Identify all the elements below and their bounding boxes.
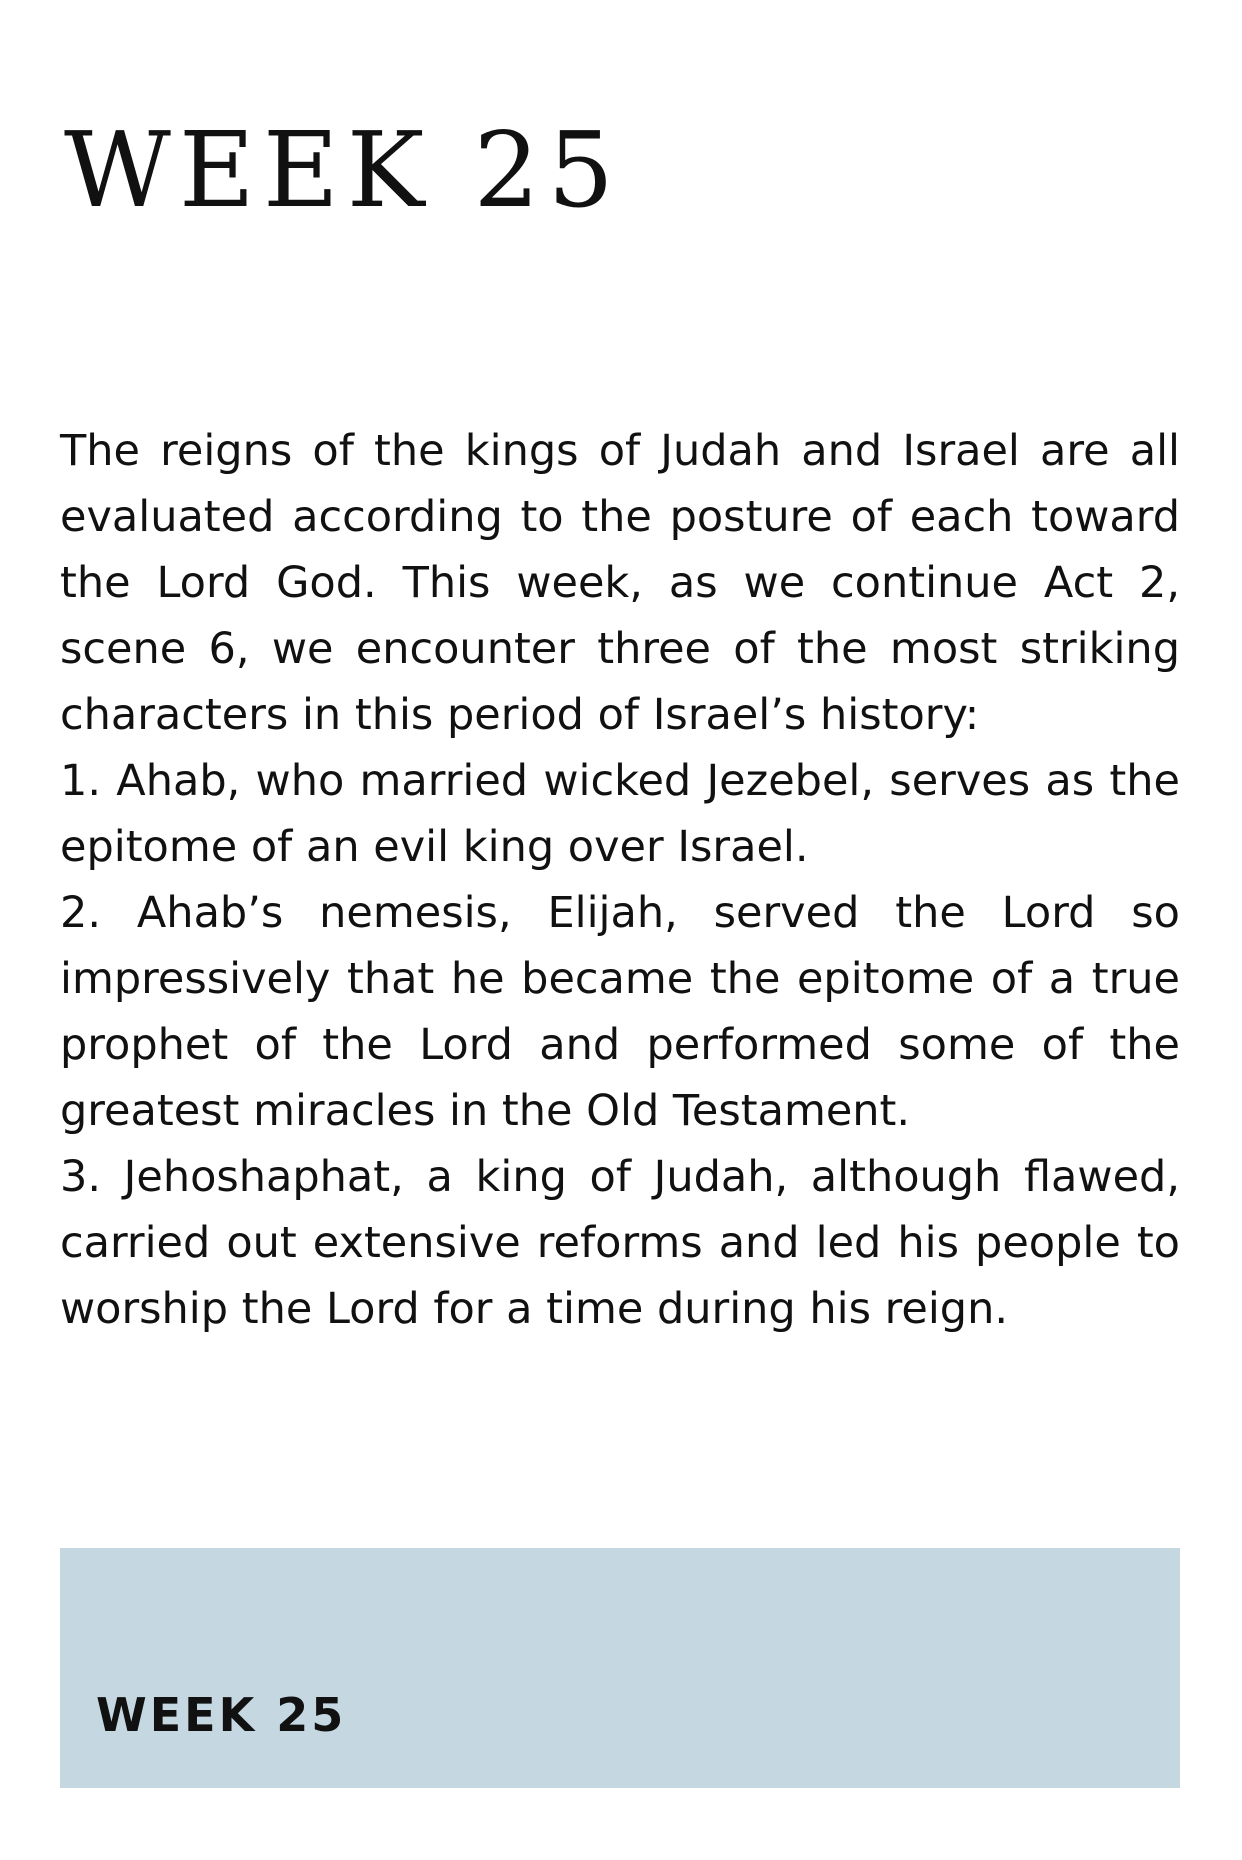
- list-item: 3. Jehoshaphat, a king of Judah, although flawed, carried out extensive reforms and led his people to worship the Lord for a time during his reign.: [60, 1152, 1180, 1334]
- page: [60, 0, 1180, 1860]
- list-item: 1. Ahab, who married wicked Jezebel, serves as the epitome of an evil king over Israel.: [60, 756, 1180, 872]
- intro-paragraph: The reigns of the kings of Judah and Israel are all evaluated according to the posture of each toward the Lord God. This week, as we continue Act 2, scene 6, we encounter three of the most striking characters in this period of Israel’s history:: [60, 426, 1180, 740]
- page-title: WEEK 25: [64, 109, 622, 231]
- list-item: 2. Ahab’s nemesis, Elijah, served the Lord so impressively that he became the epitome of a true prophet of the Lord and performed some of the greatest miracles in the Old Testament.: [60, 888, 1180, 1136]
- week-callout-box: [60, 1548, 1180, 1788]
- body-text: [60, 418, 1180, 1342]
- callout-label: WEEK 25: [96, 1688, 347, 1742]
